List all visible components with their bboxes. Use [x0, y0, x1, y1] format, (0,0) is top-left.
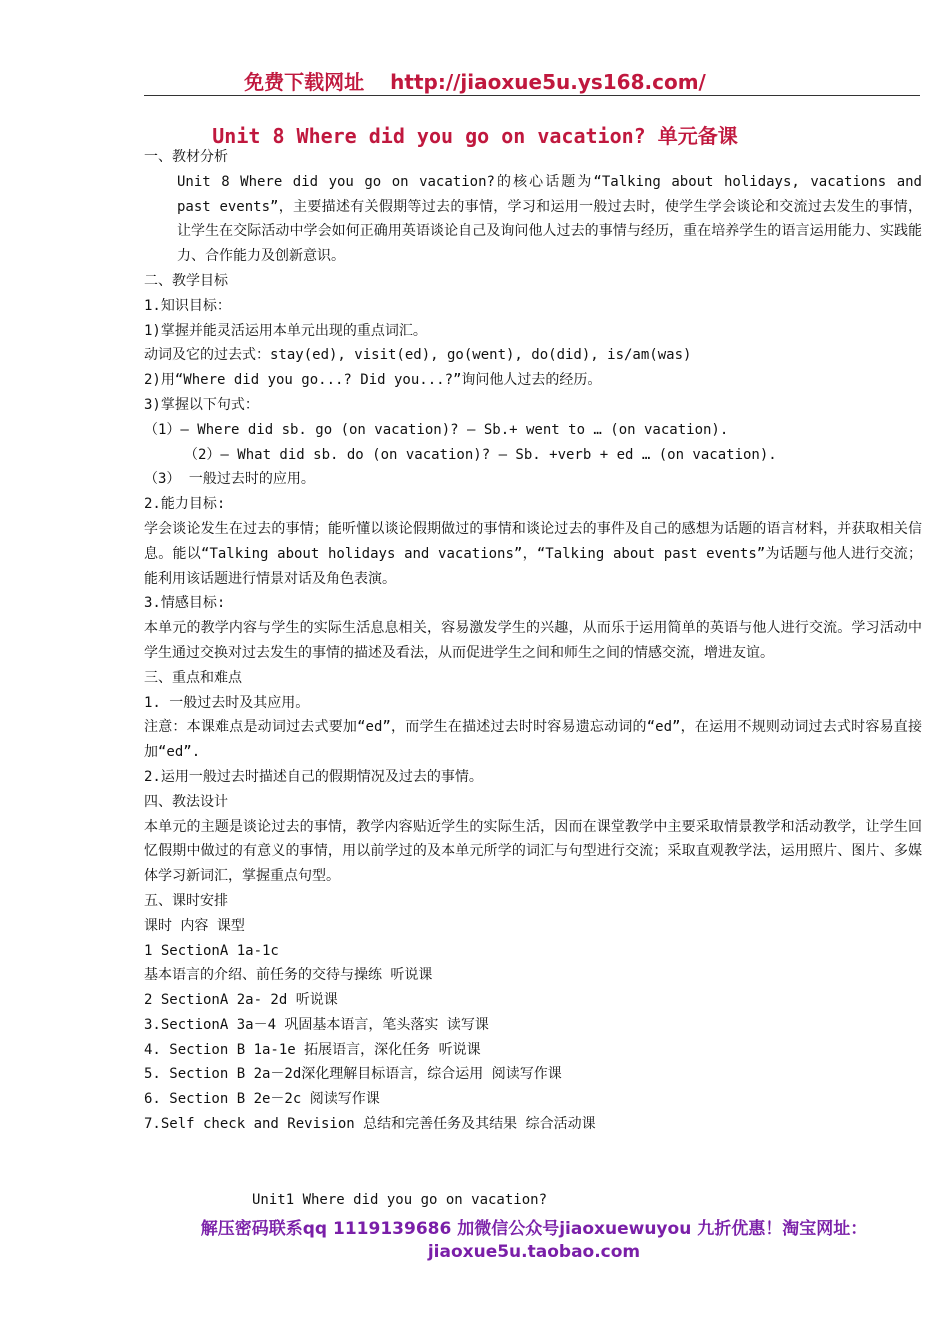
schedule-row: 7.Self check and Revision 总结和完善任务及其结果 综合活动课 — [144, 1116, 596, 1133]
list-item: （3） 一般过去时的应用。 — [144, 471, 315, 488]
schedule-row: 3.SectionA 3a－4 巩固基本语言，笔头落实 读写课 — [144, 1016, 489, 1033]
paragraph: 本单元的主题是谈论过去的事情，教学内容贴近学生的实际生活，因而在课堂教学中主要采取情景教学和活动教学，让学生回忆假期中做过的有意义的事情，用以前学过的及本单元所学的词汇与句型进行交流；采取直观教学法，运用照片、图片、多媒体学习新词汇，掌握重点句型。 — [144, 818, 922, 885]
list-item: （1）— Where did sb. go (on vacation)? — Sb.+ went to … (on vacation). — [144, 421, 729, 438]
section-heading: 三、重点和难点 — [144, 669, 242, 686]
list-item: 2)用“Where did you go...? Did you...?”询问他人过去的经历。 — [144, 372, 602, 389]
list-item: 2.运用一般过去时描述自己的假期情况及过去的事情。 — [144, 768, 483, 785]
schedule-row: 2 SectionA 2a- 2d 听说课 — [144, 992, 338, 1009]
list-item: 动词及它的过去式：stay(ed), visit(ed), go(went), do(did), is/am(was) — [144, 347, 692, 364]
download-header — [0, 66, 950, 95]
schedule-row: 5. Section B 2a－2d深化理解目标语言，综合运用 阅读写作课 — [144, 1066, 562, 1083]
next-unit-title: Unit1 Where did you go on vacation? — [252, 1192, 548, 1208]
paragraph: 注意：本课难点是动词过去式要加“ed”，而学生在描述过去时时容易遗忘动词的“ed”，在运用不规则动词过去式时容易直接加“ed”. — [144, 719, 922, 761]
schedule-row: 1 SectionA 1a-1c — [144, 942, 279, 959]
list-item: 1)掌握并能灵活运用本单元出现的重点词汇。 — [144, 322, 427, 339]
paragraph: 本单元的教学内容与学生的实际生活息息相关，容易激发学生的兴趣，从而乐于运用简单的英语与他人进行交流。学习活动中学生通过交换对过去发生的事情的描述及看法，从而促进学生之间和师生之间的情感交流，增进友谊。 — [144, 620, 922, 661]
list-item: 1. 一般过去时及其应用。 — [144, 694, 310, 711]
section-heading: 一、教材分析 — [144, 149, 228, 165]
list-item: （2）— What did sb. do (on vacation)? — Sb. +verb + ed … (on vacation). — [184, 446, 777, 463]
list-item: 3)掌握以下句式： — [144, 396, 259, 413]
schedule-header: 课时 内容 课型 — [144, 917, 245, 934]
subheading: 3.情感目标: — [144, 595, 226, 612]
schedule-row: 基本语言的介绍、前任务的交待与操练 听说课 — [144, 967, 433, 984]
header-label: 免费下载网址 — [244, 70, 365, 94]
schedule-row: 4. Section B 1a-1e 拓展语言，深化任务 听说课 — [144, 1041, 481, 1058]
section-heading: 四、教法设计 — [144, 793, 228, 810]
header-divider — [144, 95, 920, 96]
schedule-row: 6. Section B 2e－2c 阅读写作课 — [144, 1091, 380, 1108]
footer-contact: 解压密码联系qq 1119139686 加微信公众号jiaoxuewuyou 九折优惠！淘宝网址：jiaoxue5u.taobao.com — [200, 1219, 868, 1262]
header-url-link[interactable]: http://jiaoxue5u.ys168.com/ — [390, 70, 706, 94]
paragraph: Unit 8 Where did you go on vacation?的核心话题为“Talking about holidays, vacations and past events”，主要描述有关假期等过去的事情，学习和运用一般过去时，使学生学会谈论和交流过去发生的事情，让学生在交际活动中学会如何正确用英语谈论自己及询问他人过去的事情与经历，重在培养学生的语言运用能力、实践能力、合作能力及创新意识。 — [177, 173, 922, 265]
section-heading: 二、教学目标 — [144, 272, 228, 289]
page-title: Unit 8 Where did you go on vacation? 单元备课 — [212, 124, 738, 148]
document-body — [144, 145, 922, 1137]
subheading: 1.知识目标： — [144, 297, 231, 314]
section-heading: 五、课时安排 — [144, 892, 228, 909]
paragraph: 学会谈论发生在过去的事情；能听懂以谈论假期做过的事情和谈论过去的事件及自己的感想为话题的语言材料，并获取相关信息。能以“Talking about holidays and vacations”，“Talking about past events”为话题与他人进行交流；能利用该话题进行情景对话及角色表演。 — [144, 520, 922, 587]
subheading: 2.能力目标: — [144, 496, 226, 513]
